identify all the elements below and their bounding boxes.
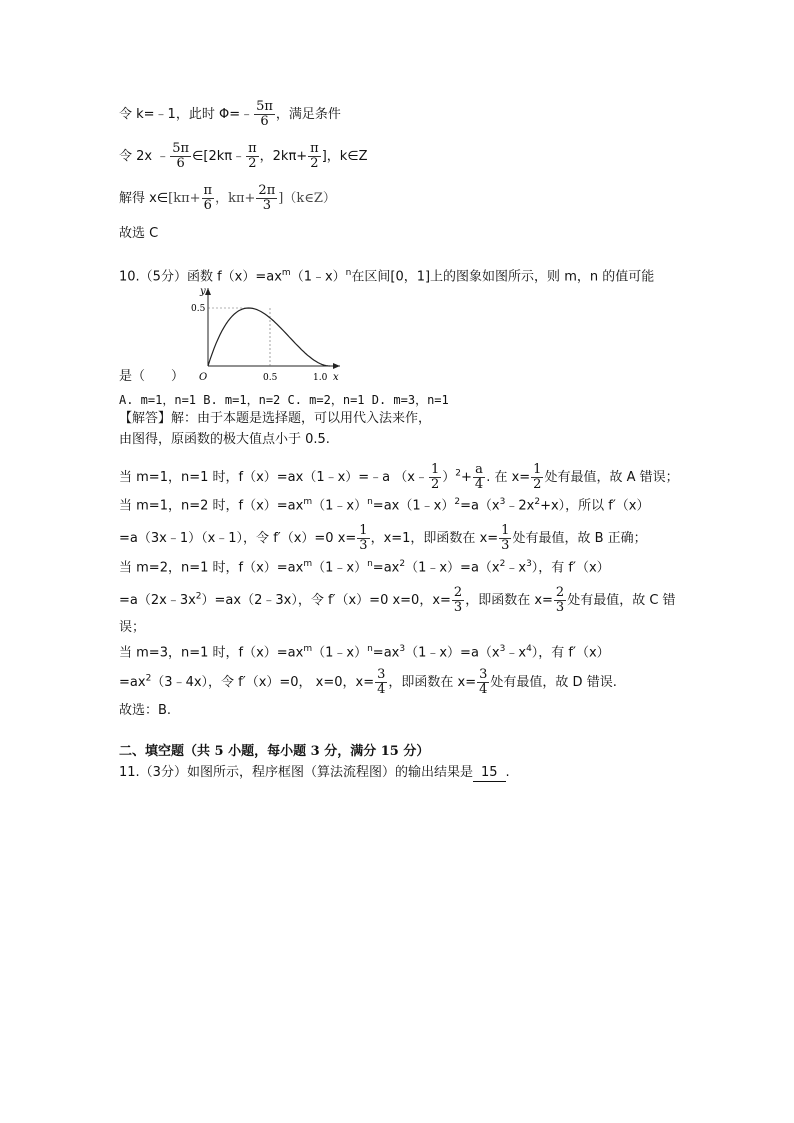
line-interval-condition: 令 2x ﹣ $\frac{5\pi}{6}$ ∈[2kπ﹣ $\frac{\pi}{2}$ ，2kπ+ $\frac{\pi}{2}$ ]，k∈Z — [119, 141, 368, 171]
answer-intro: 【解答】解：由于本题是选择题，可以用代入法来作， — [119, 411, 432, 426]
section-title: 二、填空题（共 5 小题，每小题 3 分，满分 15 分） — [119, 744, 430, 759]
y-axis-label: y — [200, 286, 206, 297]
function-graph — [190, 284, 345, 386]
fraction: $\frac{3}{4}$ — [479, 667, 488, 697]
x-axis-arrow — [333, 363, 340, 369]
line-solution-interval: 解得 x∈[kπ+ $\frac{\pi}{6}$ ，kπ+ $\frac{2\pi}{3}$ ]（k∈Z） — [119, 183, 336, 213]
answer-case-d-1: 当 m=3，n=1 时，$f(x)=ax^m(1﹣x)^n=ax^3(1﹣x)=a(x^3﹣x^4)$，有 f′（x） — [119, 644, 610, 661]
fraction: $\frac{2}{3}$ — [453, 585, 463, 615]
fraction: $\frac{1}{3}$ — [501, 523, 510, 553]
question-10-options: A. m=1，n=1 B. m=1，n=2 C. m=2，n=1 D. m=3，n=1 — [119, 393, 449, 407]
fraction: $\frac{\pi}{2}$ — [310, 141, 319, 171]
line-choose-c: 故选 C — [119, 226, 159, 241]
answer-case-d-2: $=ax^2(3﹣4x)$，令 f′（x）=0， x=0，x= $\frac{3}{4}$ ，即函数在 x= $\frac{3}{4}$ 处有最值，故 D 错误. — [119, 667, 617, 697]
fraction: $\frac{1}{3}$ — [359, 523, 368, 553]
function-curve — [208, 308, 330, 366]
fraction: $\frac{\pi}{6}$ — [203, 183, 213, 213]
answer-case-a: 当 m=1，n=1 时，f（x）=ax（1﹣x）=﹣a （x﹣ $\frac{1}{2}$ ）$^2$+ $\frac{a}{4}$ . 在 x= $\frac{1}{2}$ 处有最值，故 A 错误； — [119, 462, 679, 492]
y-tick-label: 0.5 — [191, 304, 206, 314]
fraction: $\frac{\pi}{2}$ — [248, 141, 257, 171]
fraction: $\frac{2}{3}$ — [555, 585, 565, 615]
question-10-tail: 是（ ） — [119, 369, 185, 384]
fraction: $\frac{a}{4}$ — [474, 462, 484, 492]
answer-case-b-2: =a（3x﹣1）（x﹣1），令 f′（x）=0 x= $\frac{1}{3}$ ，x=1，即函数在 x= $\frac{1}{3}$ 处有最值，故 B 正确； — [119, 523, 647, 553]
question-11: 11.（3分）如图所示，程序框图（算法流程图）的输出结果是 15 . — [119, 765, 510, 780]
question-10-stem: 10.（5分）函数 $f(x)=ax^m(1﹣x)^n$在区间[0，1]上的图象如图所示，则 m，n 的值可能 — [119, 268, 655, 285]
answer-conclusion: 故选：B. — [119, 703, 172, 718]
fraction: $\frac{5\pi}{6}$ — [172, 141, 190, 171]
answer-case-c-2: $=a(2x﹣3x^2)=ax(2﹣3x)$，令 f′（x）=0 x=0，x= $\frac{2}{3}$ ，即函数在 x= $\frac{2}{3}$ 处有最值，故 C 错 — [119, 585, 676, 615]
answer-observation: 由图得，原函数的极大值点小于 0.5. — [119, 432, 330, 447]
x-axis-label: x — [333, 372, 339, 383]
y-axis-arrow — [205, 288, 211, 295]
answer-case-b-1: 当 m=1，n=2 时，$f(x)=ax^m(1﹣x)^n=ax(1﹣x)^2=a(x^3﹣2x^2+x)$，所以 f′（x） — [119, 497, 650, 514]
fraction: $\frac{2\pi}{3}$ — [258, 183, 276, 213]
fraction: $\frac{1}{2}$ — [430, 462, 440, 492]
x-tick-label-one: 1.0 — [313, 373, 328, 383]
fraction: $\frac{5\pi}{6}$ — [256, 99, 273, 129]
answer-blank: 15 — [473, 765, 506, 782]
fraction: $\frac{3}{4}$ — [377, 667, 386, 697]
x-tick-label-half: 0.5 — [263, 373, 278, 383]
origin-label: O — [199, 372, 208, 383]
answer-case-c-1: 当 m=2，n=1 时，$f(x)=ax^m(1﹣x)^n=ax^2(1﹣x)=a(x^2﹣x^3)$，有 f′（x） — [119, 559, 610, 576]
answer-case-c-3: 误； — [119, 620, 146, 635]
fraction: $\frac{1}{2}$ — [533, 462, 542, 492]
line-k-minus-1: 令 k=﹣1，此时 Φ=﹣ $\frac{5\pi}{6}$ ，满足条件 — [119, 99, 341, 129]
